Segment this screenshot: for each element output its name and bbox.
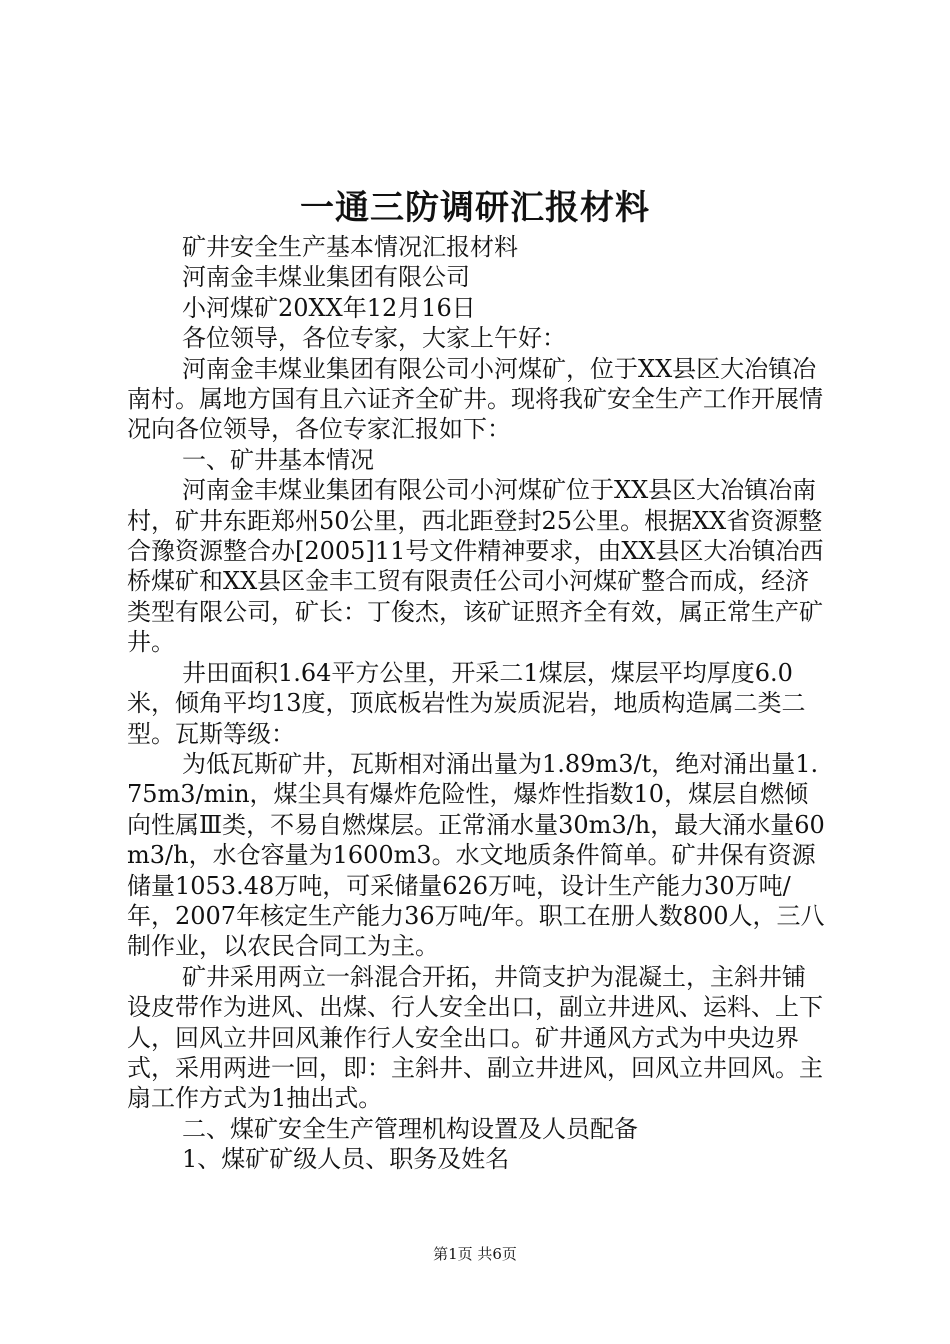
paragraph: 河南金丰煤业集团有限公司小河煤矿，位于XX县区大冶镇冶南村。属地方国有且六证齐全矿井。现将我矿安全生产工作开展情况向各位领导，各位专家汇报如下： [127, 354, 823, 444]
paragraph: 河南金丰煤业集团有限公司 [182, 263, 470, 292]
subsection-heading: 1、煤矿矿级人员、职务及姓名 [182, 1145, 510, 1174]
paragraph: 河南金丰煤业集团有限公司小河煤矿位于XX县区大冶镇冶南村，矿井东距郑州50公里，西北距登封25公里。根据XX省资源整合豫资源整合办[2005]11号文件精神要求，由XX县区大冶镇冶西桥煤矿和XX县区金丰工贸有限责任公司小河煤矿整合而成，经济类型有限公司，矿长：丁俊杰，该矿证照齐全有效，属正常生产矿井。 [127, 476, 824, 657]
section-heading: 二、煤矿安全生产管理机构设置及人员配备 [182, 1114, 638, 1143]
paragraph: 为低瓦斯矿井，瓦斯相对涌出量为1.89m3/t，绝对涌出量1.75m3/min，煤尘具有爆炸危险性，爆炸性指数10，煤层自燃倾向性属Ⅲ类，不易自燃煤层。正常涌水量30m3/h，最大涌水量60m3/h，水仓容量为1600m3。水文地质条件简单。矿井保有资源储量1053.48万吨，可采储量626万吨，设计生产能力30万吨/年，2007年核定生产能力36万吨/年。职工在册人数800人，三八制作业，以农民合同工为主。 [127, 749, 825, 961]
section-heading: 一、矿井基本情况 [182, 445, 374, 474]
paragraph: 矿井采用两立一斜混合开拓，井筒支护为混凝土，主斜井铺设皮带作为进风、出煤、行人安全出口，副立井进风、运料、上下人，回风立井回风兼作行人安全出口。矿井通风方式为中央边界式，采用两进一回，即：主斜井、副立井进风，回风立井回风。主扇工作方式为1抽出式。 [127, 962, 823, 1113]
page-footer: 第1页 共6页 [433, 1245, 517, 1263]
paragraph: 矿井安全生产基本情况汇报材料 [182, 233, 518, 261]
paragraph: 各位领导，各位专家，大家上午好： [182, 324, 566, 353]
paragraph: 井田面积1.64平方公里，开采二1煤层，煤层平均厚度6.0米，倾角平均13度，顶底板岩性为炭质泥岩，地质构造属二类二型。瓦斯等级： [127, 658, 806, 748]
document-title: 一通三防调研汇报材料 [300, 188, 650, 228]
paragraph: 小河煤矿20XX年12月16日 [182, 293, 476, 322]
document-body [127, 232, 827, 1175]
